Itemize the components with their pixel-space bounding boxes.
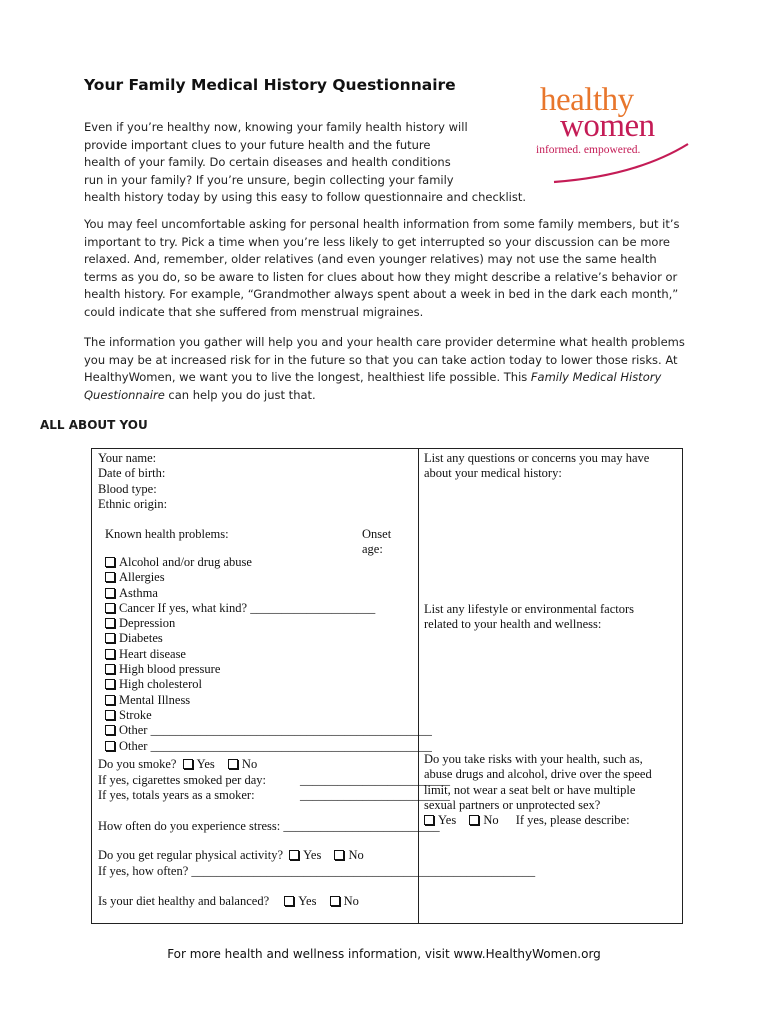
intro-line: health of your family. Do certain diseases and health conditions — [84, 155, 451, 169]
logo-word-women: women — [560, 108, 655, 144]
condition-label: Diabetes — [119, 631, 163, 646]
prompt-line: related to your health and wellness: — [424, 617, 602, 632]
purpose-line: you may be at increased risk for in the future so that you can take action today to lower those risks. At — [84, 352, 678, 367]
guidance-line: could indicate that she suffered from menstrual migraines. — [84, 304, 424, 319]
intro-line: Even if you’re healthy now, knowing your family health history will — [84, 120, 468, 134]
years-smoker-blank[interactable]: ________________________ — [300, 788, 450, 802]
prompt-line: List any questions or concerns you may have — [424, 451, 650, 465]
condition-label: High blood pressure — [119, 662, 221, 677]
cigarettes-per-day-blank[interactable]: ________________________ — [300, 773, 450, 787]
condition-item[interactable] — [105, 662, 432, 677]
condition-item[interactable] — [105, 677, 432, 692]
personal-info-fields[interactable] — [98, 451, 167, 512]
intro-line: health history today by using this easy to follow questionnaire and checklist. — [84, 190, 527, 204]
diet-yes-checkbox-icon[interactable] — [284, 896, 294, 906]
intro-line: run in your family? If you’re unsure, begin collecting your family — [84, 172, 454, 187]
checkbox-icon[interactable] — [105, 725, 115, 735]
purpose-text: can help you do just that. — [164, 387, 316, 402]
guidance-line: terms as you do, so be aware to listen for clues about how they might describe a relative’s behavior or — [84, 269, 678, 284]
diet-question-label: Is your diet healthy and balanced? — [98, 894, 270, 908]
risks-yes-label: Yes — [438, 813, 457, 828]
condition-item[interactable] — [105, 631, 432, 646]
diet-yes-label: Yes — [298, 894, 317, 908]
condition-label: High cholesterol — [119, 677, 202, 692]
lifestyle-factors-prompt[interactable] — [424, 602, 634, 633]
condition-item[interactable] — [105, 555, 432, 570]
purpose-paragraph — [84, 334, 684, 404]
years-smoker-label: If yes, totals years as a smoker: — [98, 788, 255, 802]
smoke-question-label: Do you smoke? — [98, 757, 177, 771]
page-title: Your Family Medical History Questionnaire — [84, 76, 456, 94]
checkbox-icon[interactable] — [105, 649, 115, 659]
stress-question[interactable]: How often do you experience stress: _________________________ — [98, 819, 440, 833]
guidance-line: health history. For example, “Grandmother always spent about a week in bed in the dark each month,” — [84, 287, 679, 301]
activity-question-label: Do you get regular physical activity? — [98, 848, 284, 862]
purpose-line — [84, 369, 684, 387]
logo-word-healthy: healthy — [540, 82, 634, 118]
prompt-line: abuse drugs and alcohol, drive over the speed — [424, 767, 652, 782]
checkbox-icon[interactable] — [105, 618, 115, 628]
condition-label: Asthma — [119, 585, 158, 600]
risks-no-label: No — [483, 813, 499, 828]
health-risks-prompt — [424, 752, 652, 828]
checkbox-icon[interactable] — [105, 603, 115, 613]
checkbox-icon[interactable] — [105, 572, 115, 582]
smoke-yes-checkbox-icon[interactable] — [183, 759, 193, 769]
checkbox-icon[interactable] — [105, 741, 115, 751]
prompt-line: sexual partners or unprotected sex? — [424, 797, 601, 812]
about-you-table — [91, 448, 683, 924]
questionnaire-name-italic: Questionnaire — [84, 387, 165, 402]
risks-no-checkbox-icon[interactable] — [469, 815, 479, 825]
section-heading: ALL ABOUT YOU — [40, 418, 148, 432]
guidance-paragraph — [84, 216, 684, 321]
condition-label: Other _____________________________________________ — [119, 723, 432, 738]
checkbox-icon[interactable] — [105, 557, 115, 567]
smoke-question — [98, 757, 257, 772]
activity-how-often[interactable]: If yes, how often? _______________________________________________________ — [98, 864, 536, 878]
checkbox-icon[interactable] — [105, 633, 115, 643]
condition-item[interactable] — [105, 739, 432, 754]
guidance-line: You may feel uncomfortable asking for personal health information from some family members, but it’s — [84, 217, 680, 231]
checkbox-icon[interactable] — [105, 588, 115, 598]
condition-item[interactable] — [105, 601, 432, 616]
intro-line: provide important clues to your future health and the future — [84, 137, 431, 152]
smoke-no-checkbox-icon[interactable] — [228, 759, 238, 769]
condition-label: Alcohol and/or drug abuse — [119, 555, 252, 569]
diet-question — [98, 894, 359, 909]
prompt-line: List any lifestyle or environmental factors — [424, 602, 635, 616]
prompt-line: about your medical history: — [424, 466, 562, 481]
condition-label: Allergies — [119, 570, 165, 585]
prompt-line: Do you take risks with your health, such as, — [424, 752, 643, 766]
smoke-no-label: No — [241, 757, 258, 771]
condition-item[interactable] — [105, 570, 432, 585]
blood-type-field-label: Blood type: — [98, 481, 157, 496]
activity-yes-checkbox-icon[interactable] — [289, 850, 299, 860]
age-text: age: — [362, 542, 383, 557]
condition-item[interactable] — [105, 723, 432, 738]
known-problems-label: Known health problems: — [105, 527, 229, 541]
name-field-label: Your name: — [98, 451, 157, 465]
risks-describe-label: If yes, please describe: — [515, 813, 630, 828]
condition-item[interactable] — [105, 708, 432, 723]
checkbox-icon[interactable] — [105, 695, 115, 705]
checkbox-icon[interactable] — [105, 710, 115, 720]
purpose-text: HealthyWomen, we want you to live the longest, healthiest life possible. This — [84, 370, 531, 384]
guidance-line: relaxed. And, remember, older relatives (and even younger relatives) may not use the same health — [84, 252, 657, 266]
activity-no-checkbox-icon[interactable] — [334, 850, 344, 860]
checkbox-icon[interactable] — [105, 679, 115, 689]
condition-item[interactable] — [105, 647, 432, 662]
condition-label: Heart disease — [119, 646, 186, 661]
cigarettes-per-day-label: If yes, cigarettes smoked per day: — [98, 773, 266, 787]
diet-no-label: No — [343, 894, 359, 908]
intro-paragraph — [84, 119, 684, 207]
conditions-checklist — [105, 555, 432, 754]
activity-yes-label: Yes — [303, 848, 322, 862]
purpose-line — [84, 387, 684, 405]
onset-text: Onset — [362, 527, 392, 541]
questions-concerns-prompt[interactable] — [424, 451, 649, 482]
condition-label: Cancer If yes, what kind? ____________________ — [119, 600, 376, 615]
dob-field-label: Date of birth: — [98, 466, 166, 481]
condition-label: Other _____________________________________________ — [119, 738, 432, 753]
footer-note: For more health and wellness information, visit www.HealthyWomen.org — [167, 947, 601, 961]
risks-yes-checkbox-icon[interactable] — [424, 815, 434, 825]
onset-age-label — [362, 527, 391, 558]
condition-item[interactable] — [105, 586, 432, 601]
risks-answer-row — [424, 813, 652, 828]
smoke-yes-label: Yes — [196, 757, 215, 771]
condition-item[interactable] — [105, 616, 432, 631]
activity-question — [98, 848, 364, 863]
logo-tagline: informed. empowered. — [536, 144, 641, 156]
ethnic-origin-field-label: Ethnic origin: — [98, 496, 168, 511]
condition-label: Stroke — [119, 707, 152, 722]
condition-label: Depression — [119, 616, 176, 631]
checkbox-icon[interactable] — [105, 664, 115, 674]
activity-no-label: No — [348, 848, 364, 862]
diet-no-checkbox-icon[interactable] — [330, 896, 340, 906]
purpose-line: The information you gather will help you and your health care provider determine what health problems — [84, 335, 685, 349]
condition-item[interactable] — [105, 693, 432, 708]
condition-label: Mental Illness — [119, 692, 191, 707]
questionnaire-name-italic: Family Medical History — [530, 370, 662, 384]
guidance-line: important to try. Pick a time when you’re less likely to get interrupted so your discussion can be more — [84, 234, 671, 249]
prompt-line: limit, not wear a seat belt or have multiple — [424, 782, 636, 797]
